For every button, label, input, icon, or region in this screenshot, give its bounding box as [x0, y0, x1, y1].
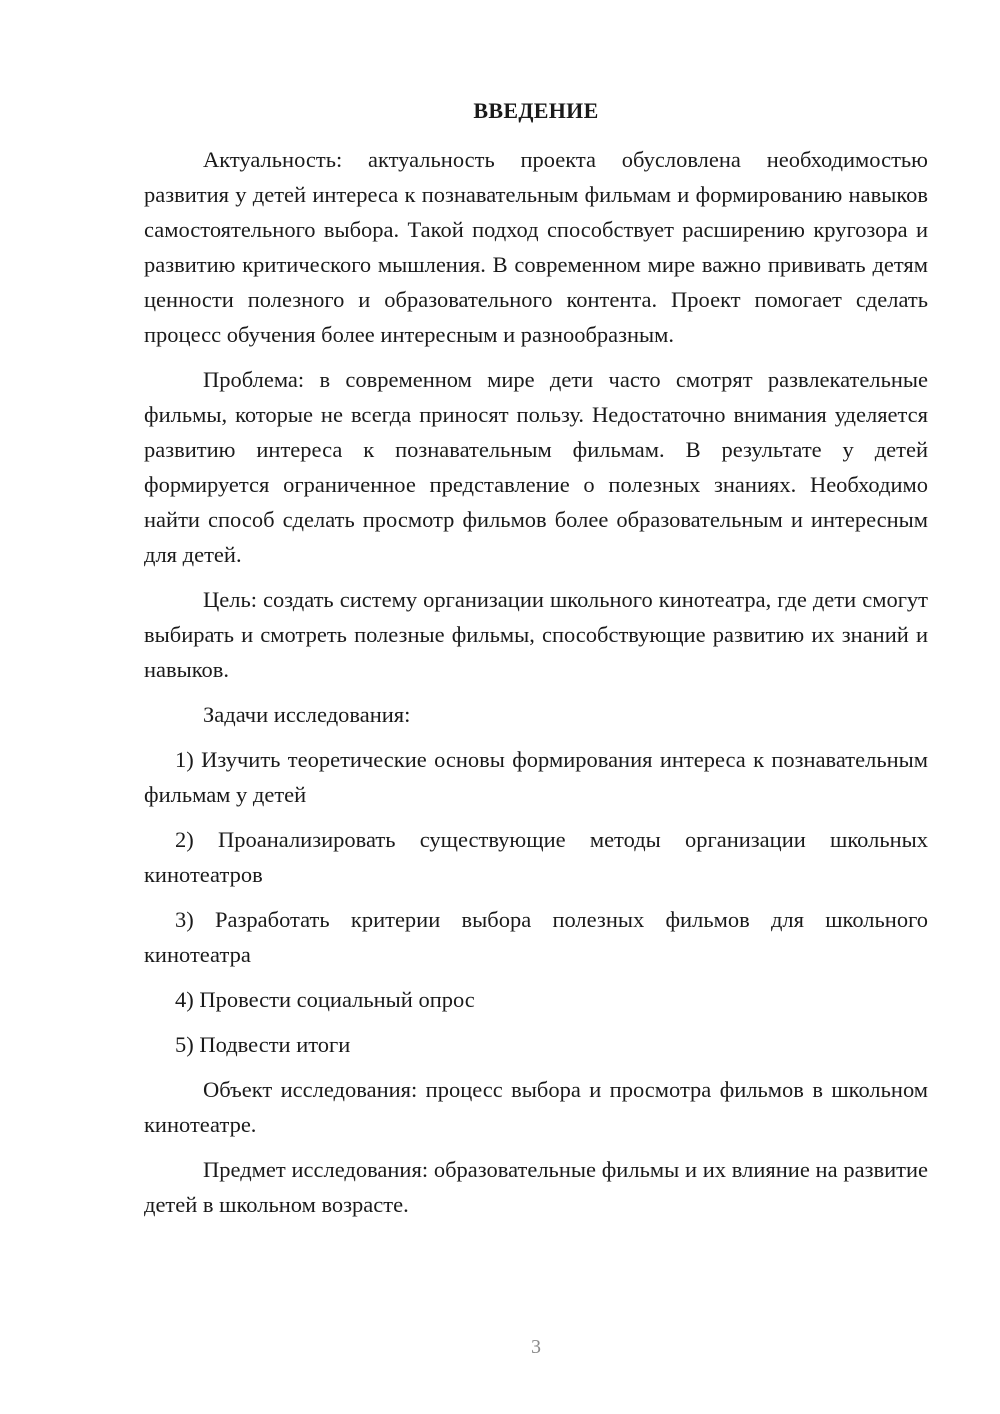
page-title: ВВЕДЕНИЕ	[473, 98, 599, 123]
paragraph-tasks-heading: Задачи исследования:	[203, 702, 411, 727]
task-item-2: 2) Проанализировать существующие методы организации школьных кинотеатров	[144, 827, 928, 887]
paragraph-problem: Проблема: в современном мире дети часто смотрят развлекательные фильмы, которые не всегда приносят пользу. Недостаточно внимания уделяется развитию интереса к познавательным фильмам. В результате у детей формируется ограниченное представление о полезных знаниях. Необходимо найти способ сделать просмотр фильмов более образовательным и интересным для детей.	[144, 367, 928, 567]
task-item-3: 3) Разработать критерии выбора полезных фильмов для школьного кинотеатра	[144, 907, 928, 967]
task-item-1: 1) Изучить теоретические основы формирования интереса к познавательным фильмам у детей	[144, 747, 928, 807]
task-item-5: 5) Подвести итоги	[175, 1032, 351, 1057]
page-number: 3	[531, 1336, 541, 1358]
document-page	[144, 0, 928, 1414]
task-item-4: 4) Провести социальный опрос	[175, 987, 475, 1012]
paragraph-object: Объект исследования: процесс выбора и просмотра фильмов в школьном кинотеатре.	[144, 1077, 928, 1137]
document-body	[144, 142, 928, 1232]
paragraph-goal: Цель: создать систему организации школьного кинотеатра, где дети смогут выбирать и смотреть полезные фильмы, способствующие развитию их знаний и навыков.	[144, 587, 928, 682]
paragraph-subject: Предмет исследования: образовательные фильмы и их влияние на развитие детей в школьном возрасте.	[144, 1157, 928, 1217]
paragraph-relevance: Актуальность: актуальность проекта обусловлена необходимостью развития у детей интереса к познавательным фильмам и формированию навыков самостоятельного выбора. Такой подход способствует расширению кругозора и развитию критического мышления. В современном мире важно прививать детям ценности полезного и образовательного контента. Проект помогает сделать процесс обучения более интересным и разнообразным.	[144, 147, 928, 347]
